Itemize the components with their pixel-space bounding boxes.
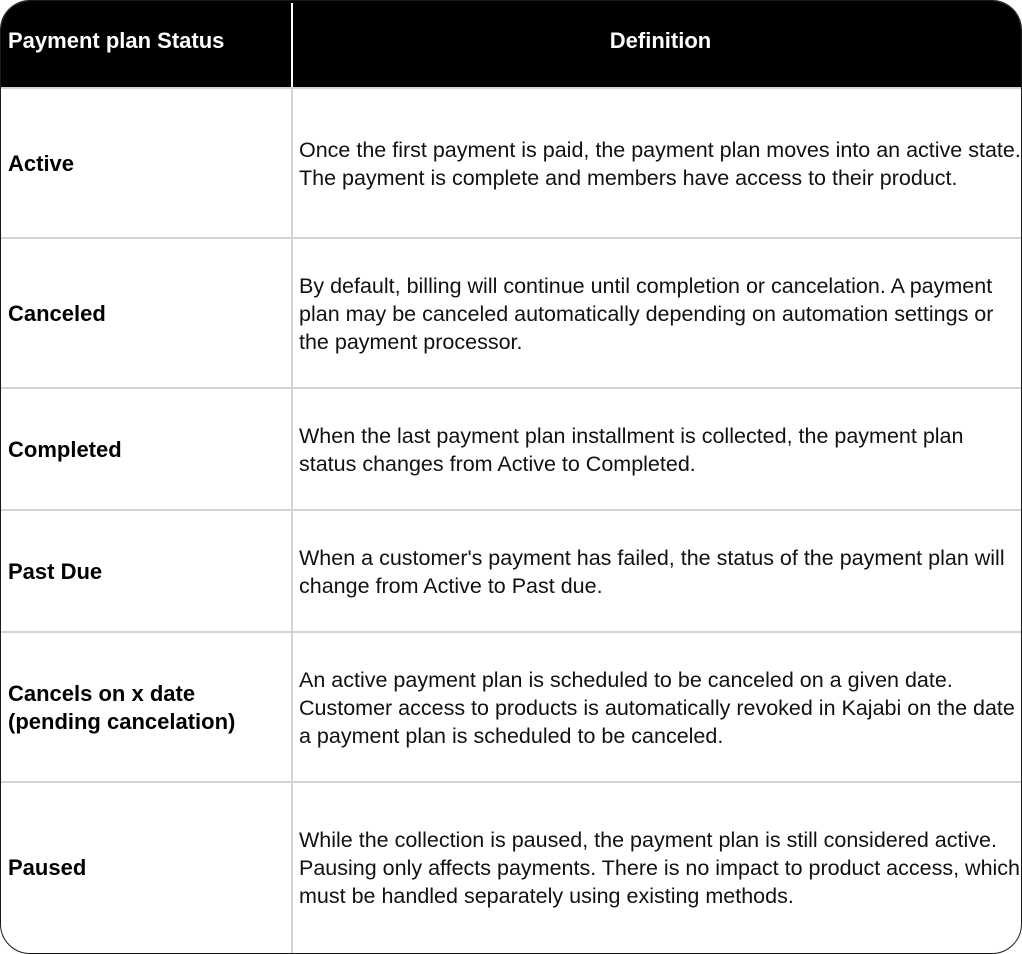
status-cell: Paused (8, 855, 87, 880)
status-cell: Past Due (8, 558, 103, 584)
status-cell: Canceled (8, 300, 106, 326)
table-header (1, 1, 1021, 87)
definition-cell: Once the first payment is paid, the payment plan moves into an active state. The payment is complete and members have access to their product. (299, 137, 1021, 190)
table-row (1, 237, 1021, 388)
table-row (1, 781, 1021, 953)
status-cell: Active (8, 150, 75, 176)
table-row (1, 631, 1021, 782)
status-cell: Completed (8, 436, 122, 462)
header-definition: Definition (609, 28, 712, 53)
table-row (1, 509, 1021, 632)
definition-cell: While the collection is paused, the payment plan is still considered active. Pausing only affects payments. There is no impact to product access, which must be handled separately using existing methods. (299, 828, 1021, 908)
table-row (1, 87, 1021, 238)
definition-cell: An active payment plan is scheduled to be canceled on a given date. Customer access to products is automatically revoked in Kajabi on the date a payment plan is scheduled to be canceled. (299, 667, 1015, 748)
definition-cell: By default, billing will continue until completion or cancelation. A payment plan may be canceled automatically depending on automation settings or the payment processor. (299, 273, 994, 354)
definition-cell: When a customer's payment has failed, the status of the payment plan will change from Active to Past due. (299, 545, 1005, 598)
header-status: Payment plan Status (8, 28, 225, 53)
status-cell: Cancels on x date (pending cancelation) (8, 680, 236, 734)
definition-cell: When the last payment plan installment is collected, the payment plan status changes from Active to Completed. (299, 423, 964, 476)
table-row (1, 387, 1021, 510)
